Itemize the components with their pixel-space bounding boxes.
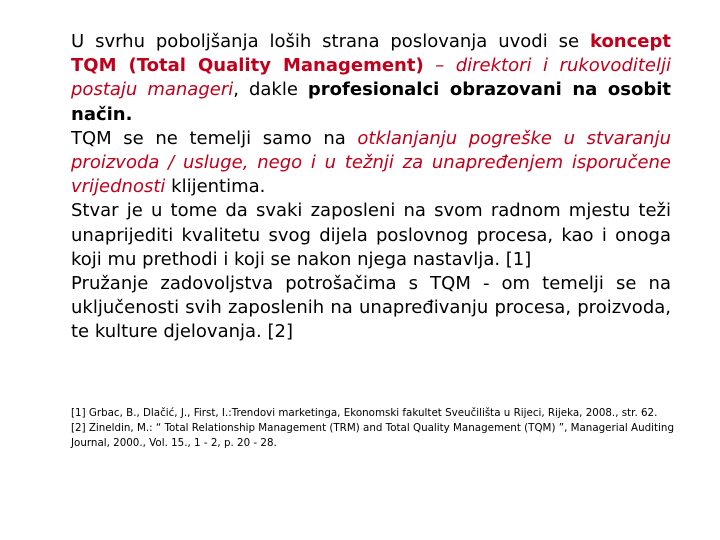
reference-2: [2] Zineldin, M.: “ Total Relationship Management (TRM) and Total Quality Management (TQM) ”, Managerial Auditing Journal, 2000., Vol. 15., 1 - 2, p. 20 - 28. — [71, 422, 674, 449]
paragraph-satisfaction — [71, 272, 671, 345]
highlight-tqm-concept: koncept TQM (Total Quality Management) — [71, 31, 671, 77]
highlight-managers: – direktori i rukovoditelji postaju manageri — [71, 55, 672, 101]
text-run: TQM se ne temelji samo na — [71, 127, 358, 149]
highlight-error-removal: otklanjanju pogreške u stvaranju proizvoda / usluge, nego i u težnji za unapređenjem isporučene vrijednosti — [71, 127, 671, 198]
paragraph-tqm-concept — [71, 30, 671, 127]
text-run: , dakle — [233, 79, 308, 101]
bold-professionals: profesionalci obrazovani na osobit način. — [71, 79, 671, 125]
text-run: Pružanje zadovoljstva potrošačima s TQM - om temelji se na uključenosti svih zaposlenih na unapređivanju procesa, proizvoda, te kulture djelovanja. [2] — [71, 273, 671, 343]
text-run: klijentima. — [165, 176, 266, 198]
paragraph-employees — [71, 199, 671, 272]
slide-body — [71, 30, 671, 345]
paragraph-tqm-errors — [71, 127, 671, 200]
text-run: Stvar je u tome da svaki zaposleni na svom radnom mjestu teži unaprijediti kvalitetu svog dijela poslovnog procesa, kao i onoga koji mu prethodi i koji se nakon njega nastavlja. [1] — [71, 200, 671, 270]
references — [71, 406, 681, 451]
reference-1: [1] Grbac, B., Dlačić, J., First, I.:Trendovi marketinga, Ekonomski fakultet Sveučilišta u Rijeci, Rijeka, 2008., str. 62. — [71, 407, 658, 419]
text-run: U svrhu poboljšanja loših strana poslovanja uvodi se — [71, 31, 590, 52]
